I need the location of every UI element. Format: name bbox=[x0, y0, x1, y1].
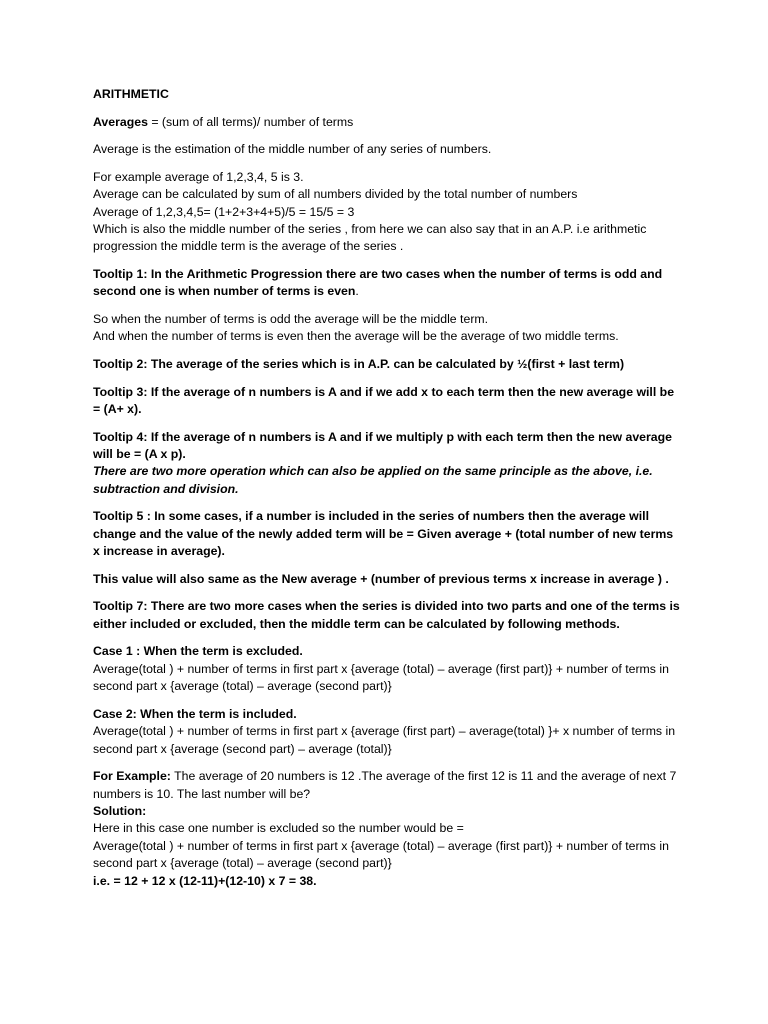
example-label: For Example: bbox=[93, 769, 171, 784]
tooltip-1-text: Tooltip 1: In the Arithmetic Progression there are two cases when the number of terms is odd and second one is when number of terms is even bbox=[93, 267, 663, 299]
case-1 bbox=[93, 643, 683, 695]
tooltip-4-note: There are two more operation which can also be applied on the same principle as the above, i.e. subtraction and division. bbox=[93, 464, 653, 496]
example-line: Which is also the middle number of the series , from here we can also say that in an A.P. i.e arithmetic progression the middle term is the average of the series . bbox=[93, 222, 647, 254]
averages-label: Averages bbox=[93, 114, 148, 129]
example-question: The average of 20 numbers is 12 .The average of the first 12 is 11 and the average of next 7 numbers is 10. The last number will be? bbox=[93, 769, 677, 801]
new-average-note: This value will also same as the New average + (number of previous terms x increase in average ) . bbox=[93, 571, 669, 586]
odd-even-line: And when the number of terms is even then the average will be the average of two middle terms. bbox=[93, 329, 619, 344]
tooltip-1 bbox=[93, 266, 683, 301]
case-2-heading: Case 2: When the term is included. bbox=[93, 706, 297, 721]
averages-formula: = (sum of all terms)/ number of terms bbox=[147, 114, 354, 129]
tooltip-5: Tooltip 5 : In some cases, if a number is included in the series of numbers then the average will change and the value of the newly added term will be = Given average + (total number of new terms x increase in average). bbox=[93, 509, 674, 559]
tooltip-3: Tooltip 3: If the average of n numbers is A and if we add x to each term then the new average will be = (A+ x). bbox=[93, 384, 675, 416]
odd-even-block bbox=[93, 311, 683, 346]
case-1-heading: Case 1 : When the term is excluded. bbox=[93, 644, 303, 659]
tooltip-1-tail: . bbox=[355, 284, 359, 299]
example-question-line bbox=[93, 768, 683, 803]
averages-definition bbox=[93, 114, 683, 131]
solution-result: i.e. = 12 + 12 x (12-11)+(12-10) x 7 = 38. bbox=[93, 873, 317, 888]
tooltip-4-text: Tooltip 4: If the average of n numbers is A and if we multiply p with each term then the new average will be = (A x p). bbox=[93, 429, 672, 461]
odd-even-line: So when the number of terms is odd the average will be the middle term. bbox=[93, 312, 489, 326]
solution-formula: Average(total ) + number of terms in first part x {average (total) – average (first part)} + number of terms in second part x {average (total) – average (second part)} bbox=[93, 838, 669, 871]
document-page bbox=[93, 86, 683, 900]
example-line: For example average of 1,2,3,4, 5 is 3. bbox=[93, 169, 304, 184]
solution-line: Here in this case one number is excluded so the number would be = bbox=[93, 821, 464, 836]
worked-example bbox=[93, 768, 683, 890]
case-2-formula: Average(total ) + number of terms in first part x {average (first part) – average(total) }+ x number of terms in second part x {average (second part) – average (total)} bbox=[93, 724, 676, 756]
example-line: Average can be calculated by sum of all numbers divided by the total number of numbers bbox=[93, 187, 578, 202]
solution-label: Solution: bbox=[93, 804, 147, 819]
tooltip-4 bbox=[93, 429, 683, 499]
average-intro: Average is the estimation of the middle number of any series of numbers. bbox=[93, 142, 492, 157]
case-1-formula: Average(total ) + number of terms in first part x {average (total) – average (first part)} + number of terms in second part x {average (total) – average (second part)} bbox=[93, 661, 669, 694]
tooltip-7: Tooltip 7: There are two more cases when the series is divided into two parts and one of the terms is either included or excluded, then the middle term can be calculated by following methods. bbox=[93, 599, 680, 631]
case-2 bbox=[93, 706, 683, 758]
tooltip-2: Tooltip 2: The average of the series which is in A.P. can be calculated by ½(first + last term) bbox=[93, 357, 625, 371]
example-line: Average of 1,2,3,4,5= (1+2+3+4+5)/5 = 15/5 = 3 bbox=[93, 204, 355, 219]
document-title: ARITHMETIC bbox=[93, 87, 169, 101]
example-block bbox=[93, 169, 683, 256]
